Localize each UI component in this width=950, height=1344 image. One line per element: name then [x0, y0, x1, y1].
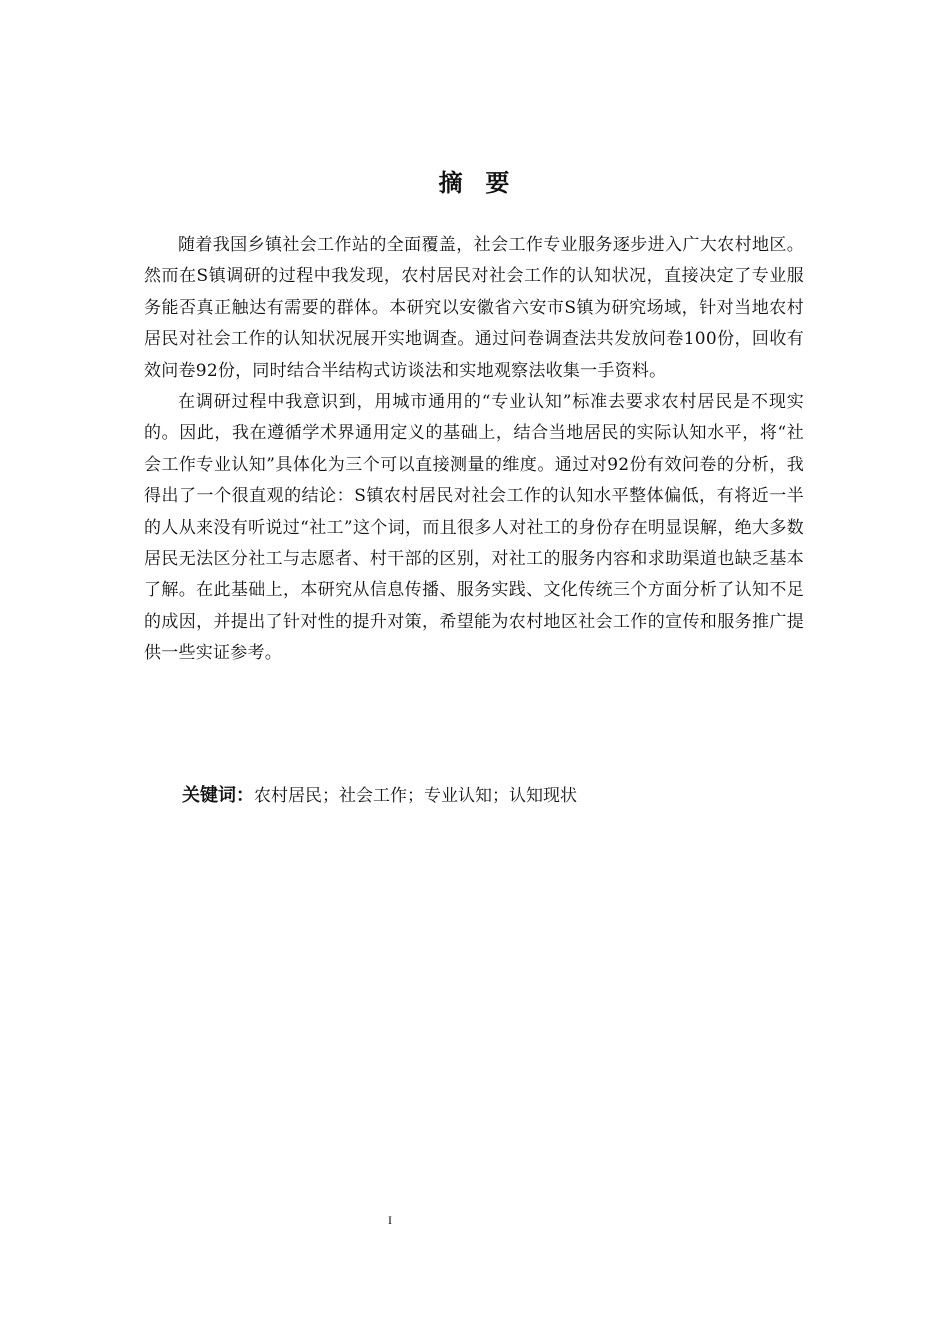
keywords-label: 关键词：	[182, 785, 254, 806]
abstract-body	[144, 230, 804, 670]
keywords-value: 农村居民；社会工作；专业认知；认知现状	[254, 786, 577, 806]
abstract-title: 摘 要	[438, 169, 512, 197]
page-number: I	[388, 1213, 392, 1227]
abstract-paragraph-2: 在调研过程中我意识到，用城市通用的“专业认知”标准去要求农村居民是不现实的。因此，我在遵循学术界通用定义的基础上，结合当地居民的实际认知水平，将“社会工作专业认知”具体化为三个可以直接测量的维度。通过对92份有效问卷的分析，我得出了一个很直观的结论：S镇农村居民对社会工作的认知水平整体偏低，有将近一半的人从来没有听说过“社工”这个词，而且很多人对社工的身份存在明显误解，绝大多数居民无法区分社工与志愿者、村干部的区别，对社工的服务内容和求助渠道也缺乏基本了解。在此基础上，本研究从信息传播、服务实践、文化传统三个方面分析了认知不足的成因，并提出了针对性的提升对策，希望能为农村地区社会工作的宣传和服务推广提供一些实证参考。	[144, 392, 804, 664]
abstract-paragraph-1: 随着我国乡镇社会工作站的全面覆盖，社会工作专业服务逐步进入广大农村地区。然而在S镇调研的过程中我发现，农村居民对社会工作的认知状况，直接决定了专业服务能否真正触达有需要的群体。本研究以安徽省六安市S镇为研究场域，针对当地农村居民对社会工作的认知状况展开实地调查。通过问卷调查法共发放问卷100份，回收有效问卷92份，同时结合半结构式访谈法和实地观察法收集一手资料。	[144, 235, 804, 381]
keywords-line	[182, 783, 577, 809]
